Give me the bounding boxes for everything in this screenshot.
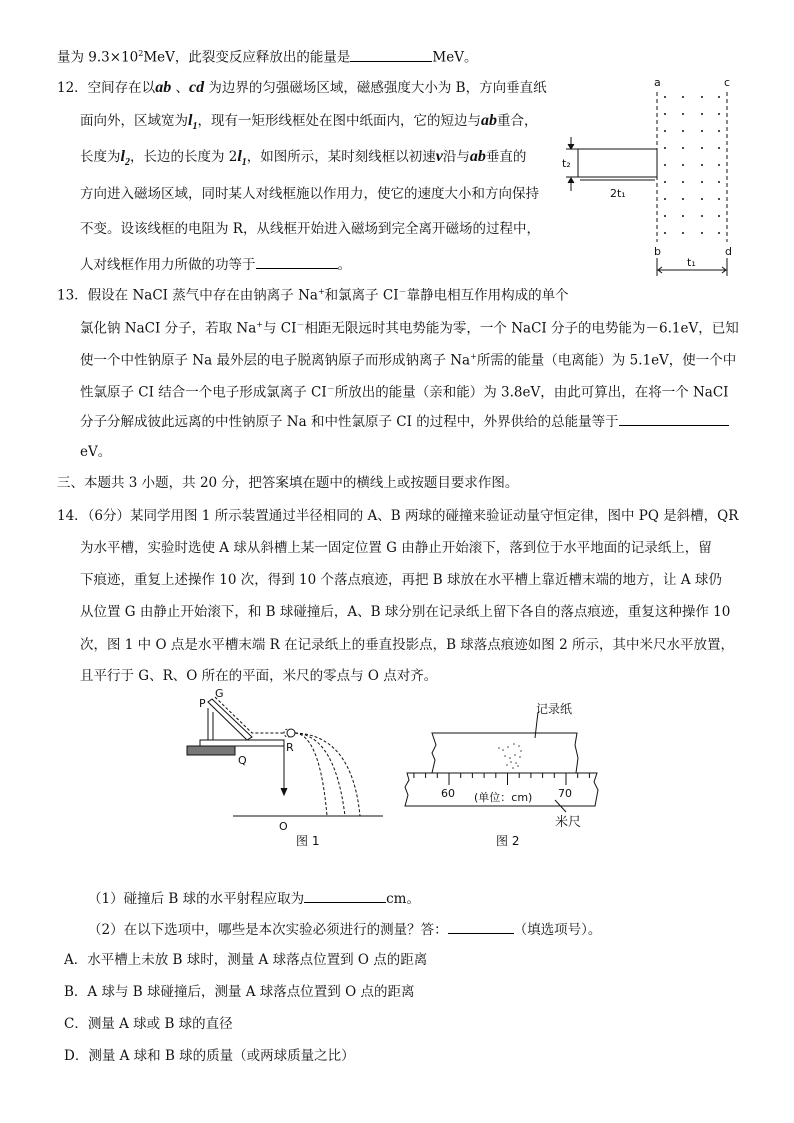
text-segment: 14．（6分）某同学用图 1 所示装置通过半径相同的 A、B 两球的碰撞来验证动量守恒定律，图中 PQ 是斜槽，QR bbox=[57, 508, 739, 524]
landing-mark bbox=[515, 762, 517, 764]
field-dot bbox=[718, 181, 720, 183]
text-segment: ，如图所示，某时刻线框以初速 bbox=[246, 149, 436, 165]
landing-mark bbox=[510, 761, 512, 763]
label-d: d bbox=[725, 245, 732, 258]
field-dot bbox=[664, 232, 666, 234]
text-segment: 12．空间存在以 bbox=[57, 80, 156, 96]
superscript: － bbox=[326, 384, 335, 393]
field-dot bbox=[718, 130, 720, 132]
math-subscript: 1 bbox=[192, 121, 198, 133]
figure-1-apparatus bbox=[187, 697, 383, 816]
text-segment: 使一个中性钠原子 Na 最外层的电子脱离钠原子而形成钠离子 Na bbox=[80, 352, 471, 369]
label-G: G bbox=[215, 687, 224, 700]
ruler-label: 米尺 bbox=[555, 815, 582, 830]
label-c: c bbox=[724, 76, 731, 89]
text-segment: A．水平槽上未放 B 球时，测量 A 球落点位置到 O 点的距离 bbox=[64, 952, 428, 968]
math-symbol-text: ab bbox=[469, 148, 486, 165]
field-dot bbox=[718, 232, 720, 234]
text-segment: 三、本题共 3 小题，共 20 分，把答案填在题中的横线上或按题目要求作图。 bbox=[57, 475, 519, 491]
field-dot bbox=[682, 181, 684, 183]
figure-1-caption: 图 1 bbox=[296, 834, 320, 848]
text-segment: ，长边的长度为 2 bbox=[129, 149, 238, 165]
label-P: P bbox=[199, 697, 206, 710]
field-dot bbox=[701, 232, 703, 234]
field-dot bbox=[701, 164, 703, 166]
field-dot bbox=[718, 164, 720, 166]
tick-60: 60 bbox=[441, 787, 455, 800]
label-O: O bbox=[279, 820, 288, 833]
landing-mark bbox=[507, 746, 509, 748]
field-dot bbox=[682, 130, 684, 132]
field-dot bbox=[701, 198, 703, 200]
paper-label: 记录纸 bbox=[536, 702, 573, 716]
field-dot bbox=[718, 198, 720, 200]
record-paper bbox=[432, 733, 578, 773]
text-segment: 垂直的 bbox=[485, 149, 527, 165]
text-segment: MeV，此裂变反应释放出的能量是 bbox=[143, 49, 351, 66]
label-R: R bbox=[286, 741, 294, 754]
math-symbol-text: ab bbox=[155, 79, 172, 96]
landing-mark bbox=[517, 765, 519, 767]
label-t1: t₁ bbox=[687, 256, 696, 269]
field-dot bbox=[682, 164, 684, 166]
text-segment: 长度为 bbox=[80, 149, 121, 165]
text-segment: 沿与 bbox=[442, 149, 470, 165]
text-segment: cm。 bbox=[386, 891, 420, 907]
text-segment: C．测量 A 球或 B 球的直径 bbox=[64, 1016, 233, 1032]
landing-mark bbox=[502, 749, 504, 751]
field-dot bbox=[701, 147, 703, 149]
text-segment: 与 CI bbox=[262, 320, 297, 337]
field-dot bbox=[682, 113, 684, 115]
landing-mark bbox=[509, 757, 511, 759]
math-symbol-text: v bbox=[435, 148, 443, 165]
label-t2: t₂ bbox=[562, 157, 571, 170]
text-segment: 面向外，区域宽为 bbox=[80, 113, 188, 129]
math-symbol-text: ab bbox=[480, 112, 497, 129]
field-dot bbox=[682, 96, 684, 98]
label-Q: Q bbox=[238, 754, 247, 767]
text-segment: 方向进入磁场区域，同时某人对线框施以作用力，使它的速度大小和方向保持 bbox=[80, 186, 539, 202]
field-dot bbox=[701, 181, 703, 183]
math-symbol-text: l bbox=[237, 148, 242, 165]
text-segment: 从位置 G 由静止开始滚下，和 B 球碰撞后，A、B 球分别在记录纸上留下各自的落点痕迹，重复这种操作 10 bbox=[80, 604, 731, 620]
superscript: 2 bbox=[138, 49, 144, 58]
landing-mark bbox=[514, 754, 516, 756]
label-a: a bbox=[654, 76, 661, 89]
field-dot bbox=[682, 232, 684, 234]
text-segment: 重合， bbox=[496, 113, 538, 129]
text-segment: B．A 球与 B 球碰撞后，测量 A 球落点位置到 O 点的距离 bbox=[64, 984, 415, 1000]
math-symbol-text: l bbox=[120, 148, 125, 165]
field-dot bbox=[664, 198, 666, 200]
superscript: － bbox=[296, 320, 305, 329]
field-dot bbox=[664, 96, 666, 98]
superscript: － bbox=[398, 287, 407, 296]
math-symbol-text: l bbox=[188, 112, 193, 129]
math-symbol-text: cd bbox=[188, 79, 205, 96]
math-subscript: 2 bbox=[124, 157, 130, 169]
field-dot bbox=[718, 113, 720, 115]
text-segment: 13．假设在 NaCI 蒸气中存在由钠离子 Na bbox=[57, 287, 318, 304]
unit-label: (单位：cm) bbox=[474, 791, 533, 804]
text-segment: MeV。 bbox=[432, 49, 478, 66]
text-segment: 靠静电相互作用构成的单个 bbox=[406, 287, 569, 304]
wire-frame bbox=[578, 149, 657, 177]
field-dot bbox=[718, 96, 720, 98]
landing-mark bbox=[519, 756, 521, 758]
field-dot bbox=[701, 215, 703, 217]
text-segment: 和氯离子 CI bbox=[324, 287, 399, 304]
field-dot bbox=[701, 113, 703, 115]
base-plate bbox=[187, 746, 235, 755]
text-segment: 分子分解成彼此远离的中性钠原子 Na 和中性氯原子 CI 的过程中，外界供给的总能量等于 bbox=[80, 414, 619, 430]
field-dot bbox=[682, 198, 684, 200]
text-segment: 不变。设该线框的电阻为 R，从线框开始进入磁场到完全离开磁场的过程中， bbox=[80, 221, 540, 237]
text-segment: 次，图 1 中 O 点是水平槽末端 R 在记录纸上的垂直投影点，B 球落点痕迹如图 2 所示，其中米尺水平放置， bbox=[80, 637, 734, 653]
superscript: + bbox=[317, 287, 325, 296]
field-dot bbox=[718, 147, 720, 149]
text-segment: 且平行于 G、R、O 所在的平面，米尺的零点与 O 点对齐。 bbox=[80, 668, 438, 684]
text-segment: 氯化钠 NaCI 分子，若取 Na bbox=[80, 320, 257, 337]
landing-mark bbox=[512, 767, 514, 769]
text-segment: 量为 9.3×10 bbox=[57, 49, 139, 66]
text-segment: 所需的能量（电离能）为 5.1eV，使一个中 bbox=[476, 352, 737, 369]
landing-mark bbox=[520, 750, 522, 752]
text-segment: 、 bbox=[171, 80, 189, 96]
landing-mark bbox=[513, 743, 515, 745]
text-segment: 。 bbox=[337, 257, 351, 273]
text-segment: D．测量 A 球和 B 球的质量（或两球质量之比） bbox=[64, 1048, 355, 1064]
field-dot bbox=[664, 164, 666, 166]
text-segment: 人对线框作用力所做的功等于 bbox=[80, 257, 256, 273]
figure-2-caption: 图 2 bbox=[496, 834, 520, 848]
superscript: + bbox=[470, 352, 477, 361]
text-segment: 性氯原子 CI 结合一个电子形成氯离子 CI bbox=[80, 384, 327, 401]
field-dot bbox=[682, 147, 684, 149]
field-dot bbox=[664, 147, 666, 149]
text-segment: （1）碰撞后 B 球的水平射程应取为 bbox=[88, 891, 305, 907]
landing-mark bbox=[518, 745, 520, 747]
text-segment: 相距无限远时其电势能为零，一个 NaCI 分子的电势能为－6.1eV，已知 bbox=[304, 320, 739, 337]
text-segment: ，现有一矩形线框处在图中纸面内，它的短边与 bbox=[197, 113, 481, 129]
field-dot bbox=[664, 130, 666, 132]
field-dot bbox=[718, 215, 720, 217]
superscript: + bbox=[256, 320, 263, 329]
field-dot bbox=[664, 113, 666, 115]
field-dot bbox=[664, 181, 666, 183]
label-2t1: 2t₁ bbox=[610, 187, 626, 200]
math-subscript: 1 bbox=[241, 157, 247, 169]
text-segment: （2）在以下选项中，哪些是本次实验必须进行的测量？答： bbox=[88, 922, 448, 938]
text-segment: 下痕迹，重复上述操作 10 次，得到 10 个落点痕迹，再把 B 球放在水平槽上靠近槽末端的地方，让 A 球仍 bbox=[80, 572, 722, 588]
field-dot bbox=[701, 96, 703, 98]
label-b: b bbox=[654, 245, 661, 258]
field-dot bbox=[682, 215, 684, 217]
text-segment: （填选项号）。 bbox=[513, 922, 602, 938]
landing-mark bbox=[506, 764, 508, 766]
field-dot bbox=[664, 215, 666, 217]
landing-mark bbox=[498, 747, 500, 749]
magnetic-field-diagram bbox=[566, 92, 727, 276]
text-segment: 为边界的匀强磁场区域，磁感强度大小为 B，方向垂直纸 bbox=[204, 80, 547, 96]
field-dot bbox=[701, 130, 703, 132]
text-segment: 所放出的能量（亲和能）为 3.8eV，由此可算出，在将一个 NaCI bbox=[334, 384, 729, 401]
text-segment: eV。 bbox=[80, 444, 112, 460]
text-segment: 为水平槽，实验时选使 A 球从斜槽上某一固定位置 G 由静止开始滚下，落到位于水平地面的记录纸上，留 bbox=[80, 540, 712, 556]
landing-mark bbox=[504, 755, 506, 757]
tick-70: 70 bbox=[558, 787, 572, 800]
